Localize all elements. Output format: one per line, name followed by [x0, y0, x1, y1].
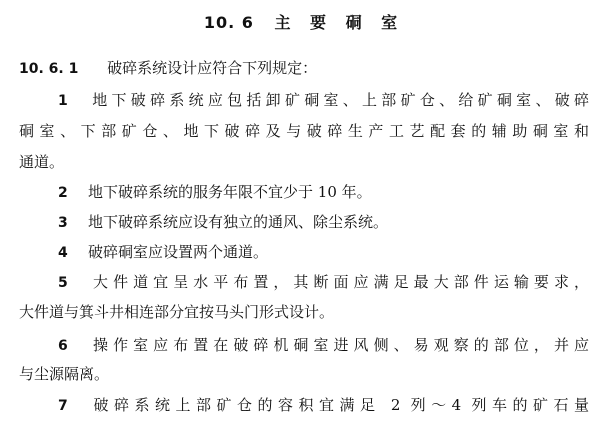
list-item-7-line-1: [19, 395, 589, 416]
list-item-1-line-3: [19, 152, 589, 172]
list-item-3: [19, 212, 589, 233]
list-item-text: 与尘源隔离。: [19, 365, 110, 383]
list-item-text: 地下破碎系统应包括卸矿硐室、上部矿仓、给矿硐室、破碎: [88, 91, 589, 109]
list-item-5-line-1: [19, 272, 589, 293]
list-item-number: 4: [58, 245, 68, 261]
section-heading: [0, 10, 608, 33]
list-item-number: 3: [58, 215, 68, 231]
list-item-number: 2: [58, 185, 68, 201]
list-item-text: 地下破碎系统的服务年限不宜少于 10 年。: [88, 183, 372, 201]
list-item-text: 破碎系统上部矿仓的容积宜满足 2 列～4 列车的矿石量: [88, 396, 589, 414]
clause-text: 破碎系统设计应符合下列规定：: [107, 59, 318, 77]
list-item-number: 6: [58, 338, 68, 354]
clause-line: [19, 58, 589, 79]
section-title: 主 要 硐 室: [274, 13, 405, 32]
list-item-text: 大件道与箕斗井相连部分宜按马头门形式设计。: [19, 303, 335, 321]
list-item-number: 7: [58, 398, 68, 414]
list-item-text: 通道。: [19, 153, 65, 171]
list-item-1-line-2: [19, 121, 589, 141]
list-item-6-line-1: [19, 335, 589, 356]
list-item-number: 5: [58, 275, 68, 291]
list-item-4: [19, 242, 589, 263]
list-item-number: 1: [58, 93, 68, 109]
list-item-1-line-1: [19, 90, 589, 111]
list-item-text: 操作室应布置在破碎机硐室进风侧、易观察的部位，并应: [88, 336, 589, 354]
section-number: 10. 6: [203, 13, 254, 32]
list-item-6-line-2: [19, 364, 589, 384]
clause-number: 10. 6. 1: [19, 61, 79, 77]
list-item-2: [19, 182, 589, 203]
list-item-5-line-2: [19, 302, 589, 322]
list-item-text: 大件道宜呈水平布置，其断面应满足最大部件运输要求，: [88, 273, 589, 291]
list-item-text: 硐室、下部矿仓、地下破碎及与破碎生产工艺配套的辅助硐室和: [19, 122, 589, 140]
list-item-text: 地下破碎系统应设有独立的通风、除尘系统。: [88, 213, 389, 231]
list-item-text: 破碎硐室应设置两个通道。: [88, 243, 269, 261]
